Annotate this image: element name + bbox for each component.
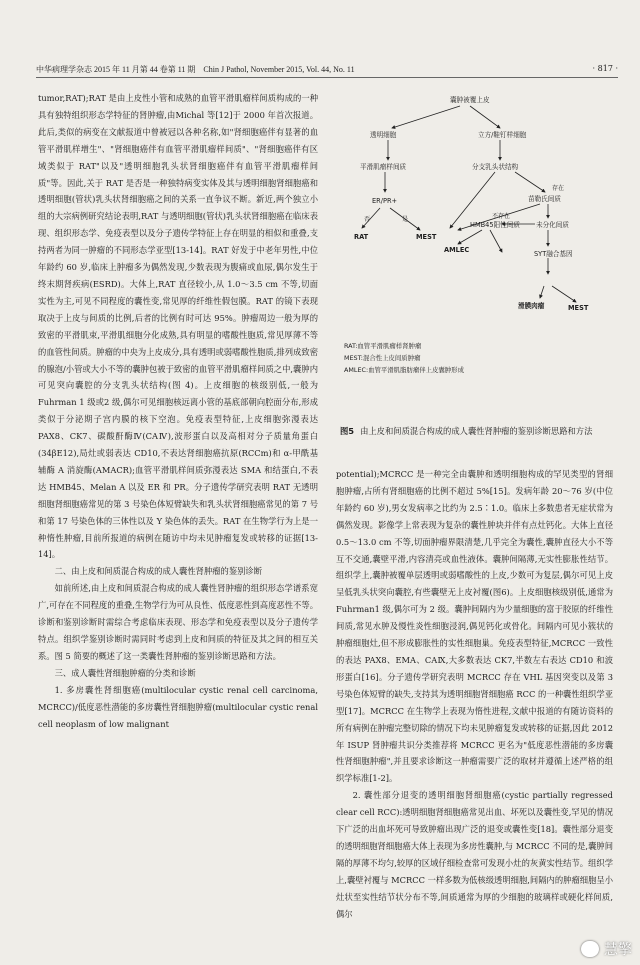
section-heading: 三、成人囊性肾细胞肿瘤的分类和诊断 — [54, 667, 196, 678]
body-paragraph: 2. 囊性部分退变的透明细胞肾细胞癌(cystic partially regressed clear cell RCC):透明细胞肾细胞癌常见出血、坏死以及囊性变,罕见的情况下广泛的出血坏死可导致肿瘤出现广泛的退变或囊性变[18]。囊性部分退变的透明细胞肾细胞癌大体上表现为多房性囊肿,与 MCRCC 不同的是,囊肿间隔的厚薄不均匀,较厚的区域仔细检查常可发现小灶的灰黄实性结节。组织学上,囊壁衬覆与 MCRCC 一样多数为低核级透明细胞,间隔内的肿瘤细胞呈小灶状至实性结节状分布不等,间质通常为厚的少细胞的玻璃样或硬化样间质,偶尔 — [336, 790, 613, 919]
running-header — [36, 64, 618, 78]
journal-info: 中华病理学杂志 2015 年 11 月第 44 卷第 11 期 Chin J Pathol, November 2015, Vol. 44, No. 11 — [36, 65, 355, 74]
left-column — [38, 90, 318, 732]
node-mullerian: 苗勒氏间质 — [528, 195, 561, 203]
node-mest-2: MEST — [568, 304, 589, 312]
caption-label: 图5 — [340, 426, 355, 436]
body-paragraph: 如前所述,由上皮和间质混合构成的成人囊性肾肿瘤的组织形态学谱系宽广,可存在不同程度的重叠,生物学行为可从良性、低度恶性到高度恶性不等。诊断和鉴别诊断时需综合考虑临床表现、形态学和免疫表型以及分子遗传学特点。组织学鉴别诊断时需同时考虑到上皮和间质的特征及其之间的相互关系。图 5 简要的概述了这一类囊性肾肿瘤的鉴别诊断思路和方法。 — [38, 583, 318, 661]
figure-caption — [340, 423, 602, 439]
legend-rat: RAT:血管平滑肌瘤样肾肿瘤 — [344, 342, 422, 350]
node-er-pr: ER/PR+ — [372, 197, 398, 205]
node-synovial: 滑膜肉瘤 — [518, 302, 545, 310]
node-aml: AMLEC — [444, 246, 470, 254]
body-paragraph: potential);MCRCC 是一种完全由囊肿和透明细胞构成的罕见类型的肾细胞肿瘤,占所有肾细胞癌的比例不超过 5%[15]。发病年龄 20～76 岁(中位年龄约 60 岁),男女发病率之比约为 2.5∶1.0。临床上多数患者无症状常为偶然发现。影像学上常表现为复杂的囊性肿块并伴有点灶钙化。大体上直径 0.5～13.0 cm 不等,切面肿瘤界限清楚,几乎完全为囊性,囊肿直径大小不等互不交通,囊壁平滑,内容清亮或血性液体。囊肿间隔薄,无实性膨胀性结节。组织学上,囊肿被覆单层透明或弱嗜酸性的上皮,少数可为复层,偶尔可见上皮呈低乳头状突向囊腔,有些囊壁无上皮衬覆(图6)。上皮细胞核级别低,通常为 Fuhrman1 级,偶尔可为 2 级。囊肿间隔内为少量细胞的富于胶原的纤维性间质,常见水肿及慢性炎性细胞浸润,偶见钙化或骨化。间隔内可见小簇状的肿瘤细胞灶,但不形成膨胀性的实性细胞巢。免疫表型特征,MCRCC 一致性的表达 PAX8、EMA、CAⅨ,大多数表达 CK7,半数左右表达 CD10 和波形蛋白[16]。分子遗传学研究表明 MCRCC 存在 VHL 基因突变以及第 3 号染色体短臂的缺失,支持其为透明细胞肾细胞癌 RCC 的一种囊性组织学亚型[17]。MCRCC 在生物学上表现为惰性进程,文献中报道的有随访资料的所有病例在肿瘤完整切除的情况下均未见肿瘤复发或转移的证据,因此 2012 年 ISUP 肾肿瘤共识分类推荐将 MCRCC 更名为"低度恶性潜能的多房囊性肾细胞肿瘤",并且要求诊断这一肿瘤需要广泛的取材并遵循上述严格的组织学标准[1-2]。 — [336, 469, 613, 784]
node-syt: SYT融合基因 — [534, 250, 573, 258]
page-number: · 817 · — [592, 64, 618, 73]
node-rat: RAT — [354, 233, 369, 241]
flowchart-figure — [340, 90, 610, 420]
node-fat: 未分化间质 — [536, 221, 569, 229]
legend-amlec: AMLEC:血管平滑肌脂肪瘤伴上皮囊肿形成 — [344, 366, 464, 374]
legend-mest: MEST:混合性上皮间质肿瘤 — [344, 354, 421, 362]
watermark — [581, 939, 632, 959]
edge-yes: 是 — [402, 216, 409, 223]
caption-text: 由上皮和间质混合构成的成人囊性肾肿瘤的鉴别诊断思路和方法 — [360, 426, 593, 436]
node-transparent: 透明细胞 — [370, 131, 397, 139]
chat-bubble-icon — [581, 941, 599, 957]
node-cuboidal: 立方/鞋钉样细胞 — [478, 131, 527, 139]
watermark-text: 慧擎 — [604, 942, 632, 958]
body-paragraph: 1. 多房囊性肾细胞癌(multilocular cystic renal cell carcinoma, MCRCC)/低度恶性潜能的多房囊性肾细胞肿瘤(multilocular cystic renal cell neoplasm of low malignant — [38, 684, 318, 729]
section-heading: 二、由上皮和间质混合构成的成人囊性肾肿瘤的鉴别诊断 — [54, 566, 263, 577]
node-smooth-muscle: 平滑肌瘤样间质 — [360, 163, 407, 171]
body-paragraph: tumor,RAT);RAT 是由上皮性小管和成熟的血管平滑肌瘤样间质构成的一种具有独特组织形态学特征的肾肿瘤,由Michal 等[12]于 2000 年首次报道。此后,类似的病变在文献报道中曾被冠以各种名称,如"肾细胞癌伴有显著的血管平滑肌样增生"、"肾细胞癌伴有血管平滑肌瘤样间质"、"肾细胞癌伴有区域类似于 RAT"以及"透明细胞乳头状肾细胞癌伴有血管平滑肌瘤样间质"等。因此,关于 RAT 是否是一种独特病变实体及其与透明细胞肾细胞癌和透明细胞(管状)乳头状肾细胞癌之间的关系一直争议不断。新近,两个独立小组的大宗病例研究结论表明,RAT 与透明细胞(管状)乳头状肾细胞癌在临床表现、组织形态学、免疫表型以及分子遗传学特征上存在明显的相似和重叠,支持两者为同一肿瘤的不同形态学亚型[13-14]。RAT 好发于中老年男性,中位年龄约 60 岁,临床上肿瘤多为偶然发现,少数表现为腹痛或血尿,偶尔发生于终末期肾疾病(ESRD)。大体上,RAT 直径较小,从 1.0～3.5 cm 不等,切面实性为主,可见不同程度的囊性变,常见厚的纤维性假包膜。RAT 的镜下表现取决于上皮与间质的比例,后者的比例有时可达 95%。肿瘤周边一般为厚的致密的平滑肌束,平滑肌细胞分化成熟,具有明显的嗜酸性胞质,常见厚薄不等的血管性间质。肿瘤的中央为上皮成分,具有透明或弱嗜酸性胞质,排列成致密的腺泡/小管或大小不等的囊肿包被于致密的血管平滑肌瘤样间质之中,囊肿内可见突向囊腔的分支乳头状结构(图 4)。上皮细胞的核级别低,一般为 Fuhrman 1 级或2 级,偶尔可见细胞核远离小管的基底部朝向腔面分布,形成类似于分泌期子宫内膜的核下空泡。免疫表型特征,上皮细胞弥漫表达 PAX8、CK7、碳酸酐酶Ⅳ(CAⅣ),波形蛋白以及高相对分子质量角蛋白(34βE12),局灶或弱表达 CD10,不表达肾细胞癌抗原(RCCm)和 α-甲酰基辅酶 A 消旋酶(AMACR);血管平滑肌样间质弥漫表达 SMA 和结蛋白,不表达 HMB45、Melan A 以及 ER 和 PR。分子遗传学研究表明 RAT 无透明细胞肾细胞癌常见的第 3 号染色体短臂缺失和乳头状肾细胞癌常见的第 7 号和第 17 号染色体的三体性以及 Y 染色体的丢失。RAT 在生物学行为上是一种惰性肿瘤,目前所报道的病例在随访中均未见肿瘤复发或转移的证据[13-14]。 — [38, 93, 318, 560]
edge-not-exists: 不存在 — [492, 213, 511, 220]
node-mest: MEST — [416, 233, 437, 241]
node-branching: 分支乳头状结构 — [472, 163, 519, 171]
node-hmb45: HMB45阳性间质 — [470, 221, 520, 229]
right-column — [336, 466, 613, 922]
edge-exists: 存在 — [552, 185, 565, 192]
node-root: 囊肿被覆上皮 — [450, 96, 490, 104]
edge-no: 否 — [364, 216, 371, 223]
